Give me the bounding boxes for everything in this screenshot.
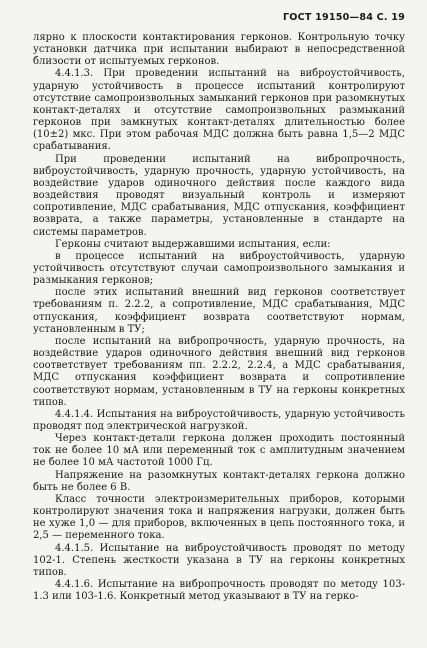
paragraph: 4.4.1.6. Испытание на вибропрочность проводят по методу 103-1.3 или 103-1.6. Конкретный метод указывают в ТУ на герко- <box>33 579 405 603</box>
paragraph: в процессе испытаний на виброустойчивость, ударную устойчивость отсутствуют случаи самопроизвольного замыкания и размыкания герконов; <box>33 250 405 287</box>
paragraph: после испытаний на вибропрочность, ударную прочность, на воздействие ударов одиночного действия внешний вид герконов соответствует требованиям пп. 2.2.2, 2.2.4, а МДС срабатывания, МДС отпускания коэффициент возврата и сопротивление соответствуют нормам, установленным в ТУ на герконы конкретных типов. <box>33 335 405 408</box>
paragraph: 4.4.1.5. Испытание на виброустойчивость проводят по методу 102-1. Степень жесткости указана в ТУ на герконы конкретных типов. <box>33 542 405 578</box>
paragraph: 4.4.1.4. Испытания на виброустойчивость, ударную устойчивость проводят под электрической нагрузкой. <box>33 408 405 432</box>
paragraph: Напряжение на разомкнутых контакт-деталях геркона должно быть не более 6 В. <box>33 469 405 493</box>
document-body <box>33 32 405 603</box>
paragraph: Герконы считают выдержавшими испытания, если: <box>55 238 331 250</box>
paragraph: Класс точности электроизмерительных приборов, которыми контролируют значения тока и напряжения нагрузки, должен быть не хуже 1,0 — для приборов, включенных в цепь постоянного тока, и 2,5 — переменного тока. <box>33 493 405 542</box>
paragraph: после этих испытаний внешний вид герконов соответствует требованиям п. 2.2.2, а сопротивление, МДС срабатывания, МДС отпускания, коэффициент возврата соответствуют нормам, установленным в ТУ; <box>33 287 405 335</box>
paragraph: 4.4.1.3. При проведении испытаний на виброустойчивость, ударную устойчивость в процессе испытаний контролируют отсутствие самопроизвольных замыканий герконов при разомкнутых контакт-деталях и отсутствие самопроизвольных размыканий герконов при замкнутых контакт-деталях длительностью более (10±2) мкс. При этом рабочая МДС должна быть равна 1,5—2 МДС срабатывания. <box>33 68 405 153</box>
paragraph: Через контакт-детали геркона должен проходить постоянный ток не более 10 мА или переменный ток с амплитудным значением не более 10 мА частотой 1000 Гц. <box>33 433 405 469</box>
paragraph: При проведении испытаний на вибропрочность, виброустойчивость, ударную прочность, ударную устойчивость, на воздействие ударов одиночного действия после каждого вида воздействия проводят визуальный контроль и измеряют сопротивление, МДС срабатывания, МДС отпускания, коэффициент возврата, а также параметры, установленные в стандарте на системы параметров. <box>33 153 405 238</box>
paragraph: лярно к плоскости контактирования герконов. Контрольную точку установки датчика при испытании выбирают в непосредственной близости от испытуемых герконов. <box>33 32 405 68</box>
page-header: ГОСТ 19150—84 С. 19 <box>282 12 405 23</box>
